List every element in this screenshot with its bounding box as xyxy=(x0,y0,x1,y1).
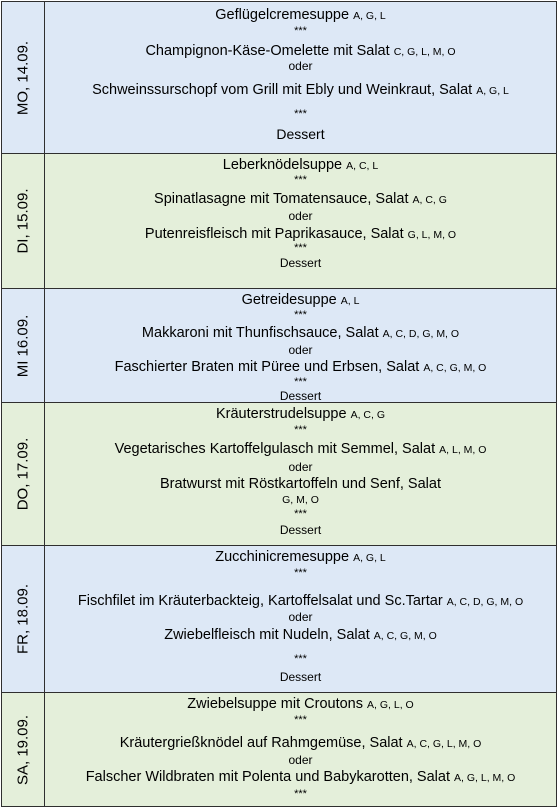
allergen-codes: A, C, G, L, M, O xyxy=(406,738,482,750)
allergen-codes: A, C, G, M, O xyxy=(423,362,487,374)
soup-name: Geflügelcremesuppe xyxy=(215,7,350,23)
soup-line xyxy=(45,158,556,173)
soup-line xyxy=(45,697,556,712)
allergen-codes: A, G, L, O xyxy=(367,699,414,711)
main-dish-2 xyxy=(45,360,556,375)
soup-name: Kräuterstrudelsuppe xyxy=(215,406,347,422)
dish-name: Falscher Wildbraten mit Polenta und Babykarotten, Salat xyxy=(85,769,450,785)
separator: *** xyxy=(294,788,307,800)
separator: *** xyxy=(294,242,307,254)
dessert-line: Dessert xyxy=(279,523,322,537)
menu-row-tuesday xyxy=(2,154,556,289)
allergen-codes: A, C, L xyxy=(346,160,379,172)
or-label: oder xyxy=(288,610,313,624)
main-dish-1 xyxy=(45,594,556,609)
main-dish-2 xyxy=(45,83,556,98)
allergen-codes: A, C, D, G, M, O xyxy=(446,596,524,608)
allergen-codes: C, G, L, M, O xyxy=(393,46,456,58)
dish-name: Kräutergrießknödel auf Rahmgemüse, Salat xyxy=(119,735,403,751)
allergen-codes: A, C, D, G, M, O xyxy=(382,328,460,340)
or-label: oder xyxy=(288,343,313,357)
menu-row-thursday xyxy=(2,403,556,546)
or-label: oder xyxy=(288,59,313,73)
weekly-menu-table xyxy=(1,1,557,807)
separator: *** xyxy=(294,376,307,388)
separator: *** xyxy=(294,714,307,726)
day-cell xyxy=(2,546,45,692)
or-label: oder xyxy=(288,460,313,474)
main-dish-1 xyxy=(45,442,556,457)
or-label: oder xyxy=(288,209,313,223)
allergen-codes: G, L, M, O xyxy=(407,229,457,241)
soup-line xyxy=(45,8,556,23)
dessert-line: Dessert xyxy=(279,670,322,684)
main-dish-1 xyxy=(45,44,556,59)
main-dish-2 xyxy=(45,628,556,643)
main-dish-1 xyxy=(45,192,556,207)
day-label: MO, 14.09. xyxy=(14,40,32,115)
dessert-line: Dessert xyxy=(279,389,322,403)
dish-name: Spinatlasagne mit Tomatensauce, Salat xyxy=(154,191,409,207)
allergen-codes: A, G, L, M, O xyxy=(454,772,516,784)
main-dish-2 xyxy=(45,227,556,242)
dish-name: Schweinssurschopf vom Grill mit Ebly und Weinkraut, Salat xyxy=(92,82,473,98)
menu-row-friday xyxy=(2,546,556,693)
day-label: MI 16.09. xyxy=(14,314,32,377)
day-cell xyxy=(2,693,45,806)
dish-name: Champignon-Käse-Omelette mit Salat xyxy=(145,43,390,59)
dish-name: Zwiebelfleisch mit Nudeln, Salat xyxy=(164,627,370,643)
day-label: FR, 18.09. xyxy=(14,583,32,655)
separator: *** xyxy=(294,424,307,436)
allergen-codes: A, C, G, M, O xyxy=(373,630,437,642)
separator: *** xyxy=(294,174,307,186)
soup-line xyxy=(45,550,556,565)
separator: *** xyxy=(294,653,307,665)
dish-name: Putenreisfleisch mit Paprikasauce, Salat xyxy=(144,226,404,242)
separator: *** xyxy=(294,508,307,520)
allergen-codes: A, L, M, O xyxy=(439,444,487,456)
dish-name: Faschierter Braten mit Püree und Erbsen, Salat xyxy=(114,359,420,375)
dish-name: Vegetarisches Kartoffelgulasch mit Semmel, Salat xyxy=(114,441,436,457)
menu-row-saturday xyxy=(2,693,556,806)
menu-row-monday xyxy=(2,2,556,154)
soup-line xyxy=(45,407,556,422)
allergen-codes: A, G, L xyxy=(353,552,386,564)
dessert-line: Dessert xyxy=(276,126,325,142)
day-cell xyxy=(2,403,45,545)
day-cell xyxy=(2,2,45,153)
allergen-codes: A, G, L xyxy=(353,10,386,22)
allergen-codes: A, C, G xyxy=(412,194,447,206)
main-dish-2 xyxy=(45,770,556,785)
or-label: oder xyxy=(288,753,313,767)
soup-line xyxy=(45,293,556,308)
soup-name: Zwiebelsuppe mit Croutons xyxy=(187,696,363,712)
soup-name: Leberknödelsuppe xyxy=(222,157,343,173)
day-label: DO, 17.09. xyxy=(14,437,32,511)
main-dish-2-name: Bratwurst mit Röstkartoffeln und Senf, Salat xyxy=(159,476,441,492)
dessert-line: Dessert xyxy=(279,256,322,270)
separator: *** xyxy=(294,108,307,120)
day-label: SA, 19.09. xyxy=(14,714,32,785)
allergen-codes: G, M, O xyxy=(282,494,319,506)
separator: *** xyxy=(294,25,307,37)
soup-name: Zucchinicremesuppe xyxy=(215,549,350,565)
allergen-codes: A, G, L xyxy=(476,85,509,97)
main-dish-1 xyxy=(45,326,556,341)
menu-row-wednesday xyxy=(2,289,556,403)
dish-name: Fischfilet im Kräuterbackteig, Kartoffelsalat und Sc.Tartar xyxy=(77,593,443,609)
day-cell xyxy=(2,289,45,402)
allergen-codes: A, C, G xyxy=(350,409,386,421)
day-label: DI, 15.09. xyxy=(14,188,32,254)
soup-name: Getreidesuppe xyxy=(241,292,337,308)
separator: *** xyxy=(294,567,307,579)
separator: *** xyxy=(294,309,307,321)
day-cell xyxy=(2,154,45,288)
allergen-codes: A, L xyxy=(340,295,360,307)
main-dish-1 xyxy=(45,736,556,751)
dish-name: Makkaroni mit Thunfischsauce, Salat xyxy=(141,325,379,341)
